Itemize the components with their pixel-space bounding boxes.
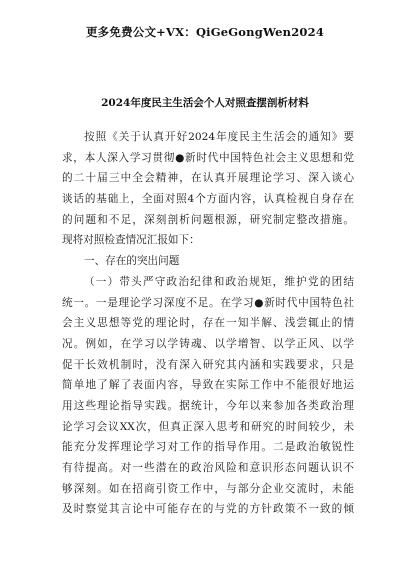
body-line: 有待提高。对一些潜在的政治风险和意识形态问题认识不	[62, 462, 354, 474]
body-line: 现将对照检查情况汇报如下：	[62, 234, 200, 247]
promo-banner: 更多免费公文+VX：QiGeGongWen2024	[85, 25, 325, 39]
document-body	[62, 127, 354, 520]
body-line: 按照《关于认真开好2024年度民主生活会的通知》要	[84, 131, 354, 143]
body-line: （一）带头严守政治纪律和政治规矩，维护党的团结	[84, 275, 354, 288]
body-line: 的问题和不足，深刻剖析问题根源，研究制定整改措施。	[62, 213, 354, 226]
body-line: 求，本人深入学习贯彻●新时代中国特色社会主义思想和党	[62, 151, 354, 164]
document-title: 2024年度民主生活会个人对照查摆剖析材料	[101, 97, 309, 109]
body-line: 况。例如，在学习以学铸魂、以学增智、以学正风、以学	[62, 337, 354, 350]
body-line: 简单地了解了表面内容，导致在实际工作中不能很好地运	[62, 379, 354, 392]
section-heading: 一、存在的突出问题	[84, 255, 180, 268]
body-line: 谈话的基础上，全面对照4个方面内容，认真检视自身存在	[62, 193, 354, 206]
body-line: 论学习会议XX次，但真正深入思考和研究的时间较少，未	[62, 420, 354, 433]
body-line: 能充分发挥理论学习对工作的指导作用。二是政治敏锐性	[62, 441, 354, 454]
body-line: 统一。一是理论学习深度不足。在学习●新时代中国特色社	[62, 296, 354, 309]
body-line: 够深刻。如在招商引资工作中，与部分企业交流时，未能	[62, 482, 354, 495]
body-line: 及时察觉其言论中可能存在的与党的方针政策不一致的倾	[62, 503, 354, 516]
body-line: 会主义思想等党的理论时，存在一知半解、浅尝辄止的情	[62, 317, 354, 330]
body-line: 的二十届三中全会精神，在认真开展理论学习、深入谈心	[62, 172, 354, 185]
body-line: 促干长效机制时，没有深入研究其内涵和实践要求，只是	[62, 358, 354, 371]
body-line: 用这些理论指导实践。据统计，今年以来参加各类政治理	[62, 399, 354, 412]
